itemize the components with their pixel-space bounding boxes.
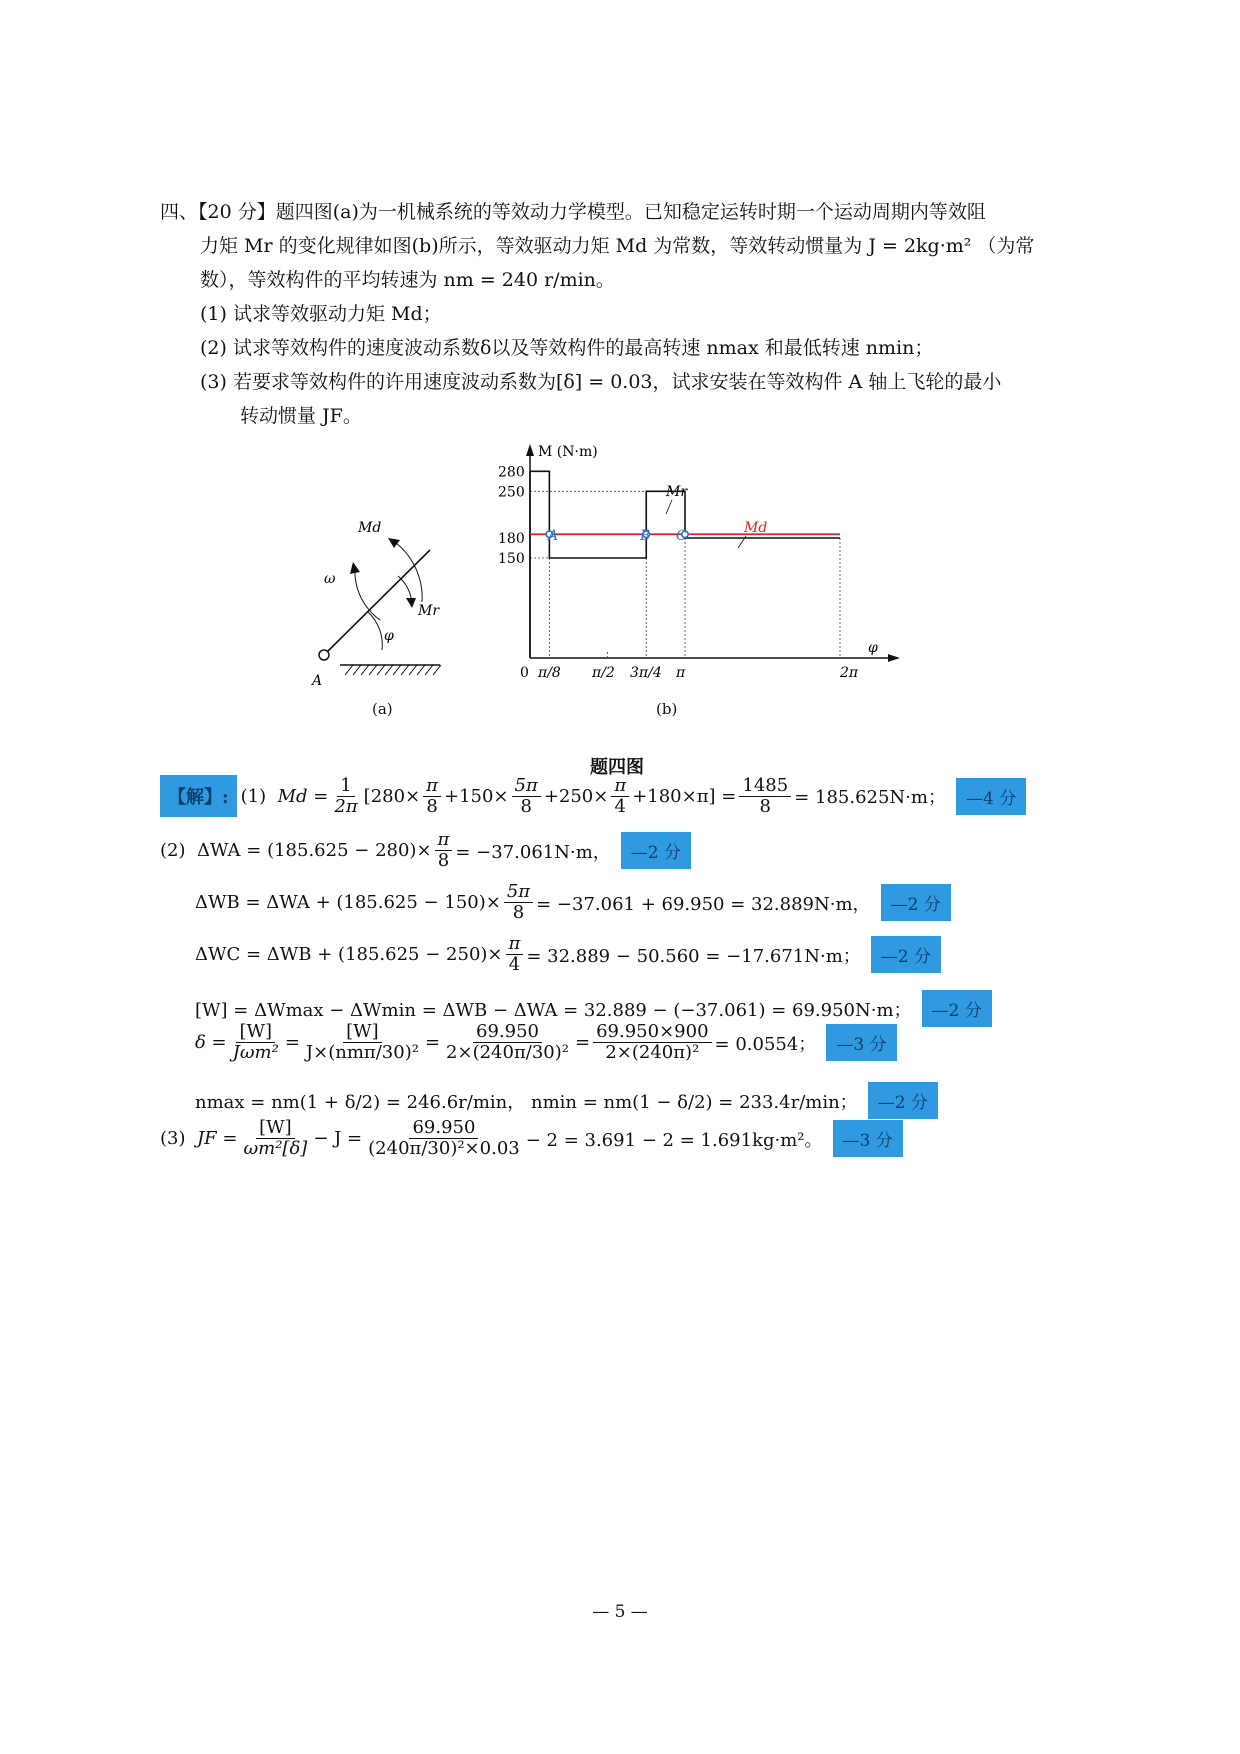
mr-arrow bbox=[406, 598, 416, 608]
x-axis-label: φ bbox=[868, 640, 878, 656]
s6-delta: δ = bbox=[195, 1032, 227, 1053]
label-mr: Mr bbox=[418, 603, 440, 619]
score-badge: —2 分 bbox=[868, 1082, 938, 1119]
question-1: (1) 试求等效驱动力矩 Md； bbox=[200, 303, 442, 325]
mr-leader bbox=[666, 500, 672, 514]
frac-69950x900 bbox=[593, 1022, 711, 1063]
label-md-line: Md bbox=[744, 520, 768, 536]
frac-den: 8 bbox=[759, 795, 771, 817]
s1-c: +250× bbox=[543, 785, 609, 807]
frac-pi-8 bbox=[435, 830, 453, 871]
frac-69950 bbox=[443, 1022, 572, 1063]
caption-a: (a) bbox=[372, 700, 393, 718]
solution-step-1 bbox=[160, 775, 1026, 817]
y-tick-180: 180 bbox=[498, 531, 525, 547]
frac-pi-4 bbox=[506, 934, 524, 975]
frac-5pi-8 bbox=[512, 776, 541, 817]
frac-den: (240π/30)²×0.03 bbox=[368, 1138, 520, 1159]
s8-b: − J = bbox=[313, 1128, 363, 1149]
score-badge: —3 分 bbox=[826, 1024, 896, 1061]
omega-arrow bbox=[350, 562, 360, 574]
score-badge: —2 分 bbox=[621, 832, 691, 869]
frac-w-jw bbox=[230, 1022, 282, 1063]
frac-69950-w bbox=[365, 1118, 523, 1159]
frac-num: 69.950×900 bbox=[593, 1022, 711, 1043]
frac-num: 5π bbox=[504, 882, 533, 903]
solution-step-7 bbox=[195, 1082, 938, 1119]
frac-den: 4 bbox=[508, 954, 521, 975]
s3-b: = −37.061 + 69.950 = 32.889N·m， bbox=[536, 893, 871, 915]
frac-den: 8 bbox=[512, 902, 525, 923]
frac-num: π bbox=[506, 934, 524, 955]
solution-step-8 bbox=[160, 1118, 903, 1159]
pivot-a bbox=[319, 650, 329, 660]
y-axis-label: M (N·m) bbox=[538, 444, 598, 460]
s1-d: +180×π] = bbox=[632, 785, 737, 807]
frac-den: J×(nmπ/30)² bbox=[305, 1042, 419, 1063]
problem-line-1: 四、【20 分】题四图(a)为一机械系统的等效动力学模型。已知稳定运转时期一个运动周期内等效阻 bbox=[160, 201, 986, 223]
solution-step-3 bbox=[195, 882, 951, 923]
s1-a: [280× bbox=[363, 785, 421, 807]
s8-prefix: (3) bbox=[160, 1128, 186, 1149]
solution-tag: 【解】: bbox=[160, 775, 237, 817]
frac-num: π bbox=[423, 776, 441, 797]
score-badge: —2 分 bbox=[871, 936, 941, 973]
frac-den: 4 bbox=[614, 795, 626, 817]
label-phi: φ bbox=[384, 628, 394, 644]
problem-line-3: 数），等效构件的平均转速为 nm = 240 r/min。 bbox=[200, 269, 615, 291]
ground-hatch bbox=[345, 665, 441, 675]
problem-statement bbox=[160, 195, 1080, 433]
label-point-a: A bbox=[548, 528, 559, 544]
s5: [W] = ΔWmax − ΔWmin = ΔWB − ΔWA = 32.889 − (−37.061) = 69.950N·m； bbox=[195, 999, 912, 1021]
y-tick-150: 150 bbox=[498, 551, 525, 567]
frac-num: [W] bbox=[343, 1022, 382, 1043]
frac-num: [W] bbox=[236, 1022, 275, 1043]
s1-lhs: Md = bbox=[277, 785, 329, 807]
label-a: A bbox=[312, 673, 323, 689]
s4-b: = 32.889 − 50.560 = −17.671N·m； bbox=[526, 945, 861, 967]
y-tick-250: 250 bbox=[498, 484, 525, 501]
s8-a: JF = bbox=[196, 1128, 238, 1149]
s1-e: = 185.625N·m； bbox=[794, 787, 946, 808]
solution-step-4 bbox=[195, 934, 941, 975]
x-tick-2pi: 2π bbox=[840, 665, 859, 681]
frac-den: 2×(240π)² bbox=[605, 1042, 700, 1063]
s2-b: = −37.061N·m， bbox=[455, 841, 611, 863]
phi-arc bbox=[368, 612, 382, 650]
frac-den: 8 bbox=[426, 795, 438, 817]
x-tick-pi: π bbox=[676, 665, 686, 681]
label-md: Md bbox=[358, 520, 382, 536]
label-omega: ω bbox=[324, 571, 336, 587]
s6-eq-2: = bbox=[424, 1032, 441, 1053]
frac-den: 8 bbox=[520, 795, 532, 817]
x-tick-0: 0 bbox=[520, 665, 529, 681]
frac-num: 69.950 bbox=[473, 1022, 542, 1043]
x-axis-arrow bbox=[888, 654, 900, 662]
y-tick-280: 280 bbox=[498, 464, 525, 481]
s2-a: ΔWA = (185.625 − 280)× bbox=[196, 840, 432, 861]
figure-b-chart bbox=[480, 440, 910, 710]
score-badge: —3 分 bbox=[833, 1120, 903, 1157]
page-number: — 5 — bbox=[592, 1602, 648, 1622]
frac-w-jnm bbox=[303, 1022, 422, 1063]
frac-den: 8 bbox=[437, 850, 450, 871]
frac-den: Jωm² bbox=[232, 1042, 279, 1063]
s2-prefix: (2) bbox=[160, 840, 186, 861]
solution-step-6 bbox=[195, 1022, 897, 1063]
problem-line-2: 力矩 Mr 的变化规律如图(b)所示，等效驱动力矩 Md 为常数，等效转动惯量为 J = 2kg·m² （为常 bbox=[200, 235, 1035, 257]
frac-den: 2π bbox=[334, 795, 358, 817]
s6-res: = 0.0554； bbox=[714, 1033, 817, 1055]
score-badge: —4 分 bbox=[956, 778, 1026, 815]
frac-1485-8 bbox=[739, 776, 791, 817]
solution-step-2 bbox=[160, 830, 691, 871]
question-3: (3) 若要求等效构件的许用速度波动系数为[δ] = 0.03，试求安装在等效构件 A 轴上飞轮的最小 bbox=[200, 371, 1002, 393]
frac-1-2pi bbox=[331, 776, 360, 817]
frac-5pi-8 bbox=[504, 882, 533, 923]
frac-num: 1 bbox=[337, 776, 354, 797]
s4-a: ΔWC = ΔWB + (185.625 − 250)× bbox=[195, 944, 503, 965]
frac-num: [W] bbox=[256, 1118, 295, 1139]
frac-num: π bbox=[611, 776, 629, 797]
figure-title: 题四图 bbox=[590, 757, 644, 778]
score-badge: —2 分 bbox=[922, 990, 992, 1027]
label-point-c: C bbox=[676, 528, 687, 544]
frac-num: 5π bbox=[512, 776, 541, 797]
x-tick-3pi-4: 3π/4 bbox=[630, 665, 662, 681]
frac-pi-4 bbox=[611, 776, 629, 817]
frac-w-w2d bbox=[240, 1118, 310, 1159]
frac-den: ωm²[δ] bbox=[243, 1138, 308, 1159]
question-2: (2) 试求等效构件的速度波动系数δ以及等效构件的最高转速 nmax 和最低转速 nmin； bbox=[200, 337, 934, 359]
caption-b: (b) bbox=[656, 700, 678, 718]
s6-eq-3: = bbox=[575, 1032, 591, 1053]
s1-b: +150× bbox=[443, 785, 509, 807]
frac-pi-8 bbox=[423, 776, 441, 817]
s6-eq-1: = bbox=[284, 1032, 300, 1053]
score-badge: —2 分 bbox=[881, 884, 951, 921]
question-3-cont: 转动惯量 JF。 bbox=[240, 405, 362, 427]
frac-num: 69.950 bbox=[409, 1118, 478, 1139]
x-tick-pi-8: π/8 bbox=[538, 665, 561, 681]
y-axis-arrow bbox=[526, 444, 534, 456]
frac-num: π bbox=[435, 830, 453, 851]
s1-prefix: (1) bbox=[240, 785, 267, 807]
s3-a: ΔWB = ΔWA + (185.625 − 150)× bbox=[195, 892, 501, 913]
label-mr-curve: Mr bbox=[666, 484, 688, 500]
md-arrow bbox=[388, 538, 400, 548]
x-tick-pi-2: π/2 bbox=[592, 665, 615, 681]
s8-c: − 2 = 3.691 − 2 = 1.691kg·m²。 bbox=[525, 1129, 823, 1151]
label-point-b: B bbox=[640, 528, 651, 544]
frac-num: 1485 bbox=[739, 776, 791, 797]
frac-den: 2×(240π/30)² bbox=[446, 1042, 569, 1063]
figure-a-diagram bbox=[300, 510, 460, 700]
md-arc bbox=[392, 540, 422, 602]
s7: nmax = nm(1 + δ/2) = 246.6r/min， nmin = nm(1 − δ/2) = 233.4r/min； bbox=[195, 1091, 858, 1113]
